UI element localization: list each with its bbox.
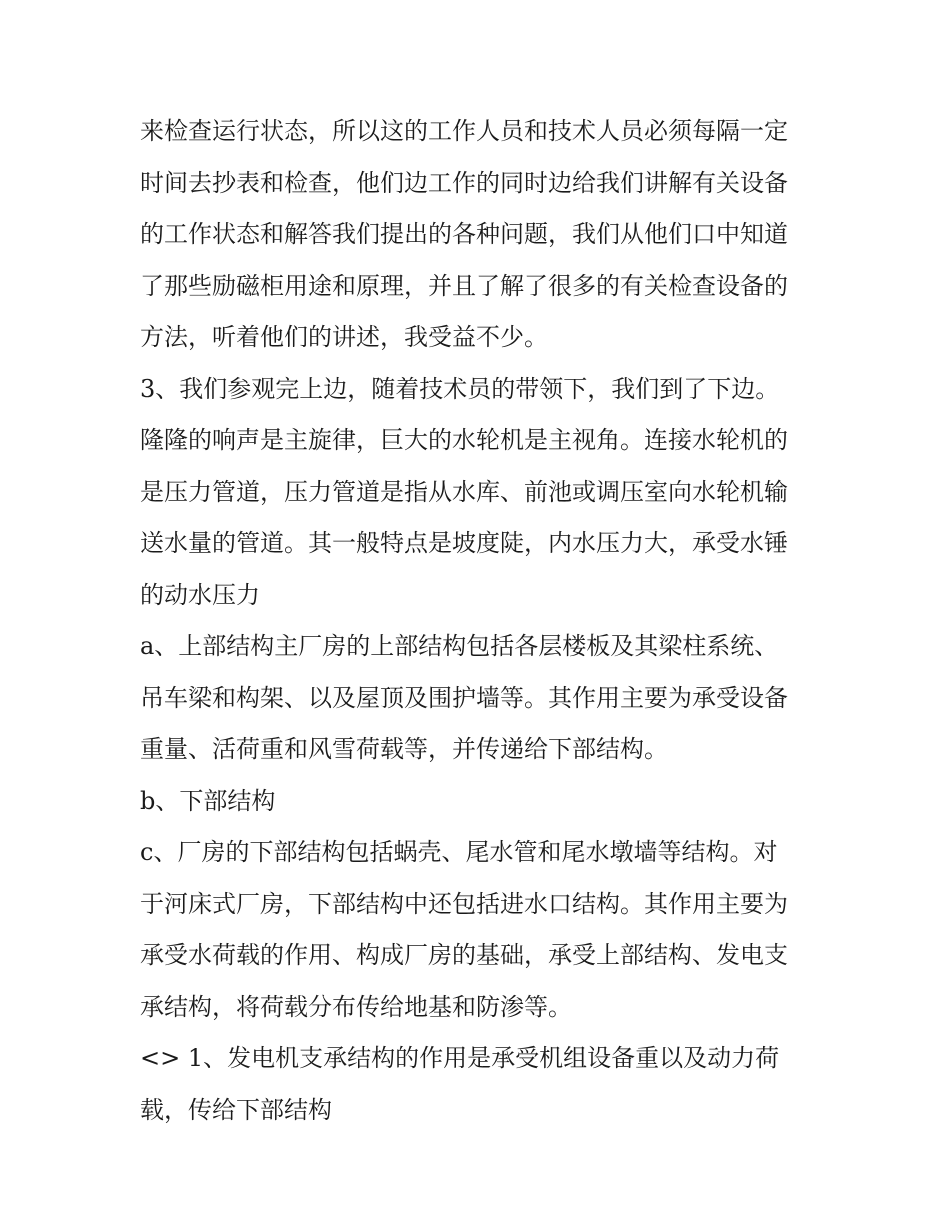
text-line: 3、我们参观完上边，随着技术员的带领下，我们到了下边。 [140, 374, 780, 403]
text-line: 送水量的管道。其一般特点是坡度陡，内水压力大，承受水锤 [140, 529, 788, 557]
text-line: 承结构，将荷载分布传给地基和防渗等。 [140, 992, 572, 1021]
text-line: 来检查运行状态，所以这的工作人员和技术人员必须每隔一定 [140, 117, 788, 145]
text-line: 隆隆的响声是主旋律，巨大的水轮机是主视角。连接水轮机的 [140, 426, 788, 454]
text-line: c、厂房的下部结构包括蜗壳、尾水管和尾水墩墙等结构。对 [140, 838, 778, 866]
text-line: 的动水压力 [140, 580, 260, 609]
text-line: b、下部结构 [140, 786, 276, 815]
text-line: 于河床式厂房，下部结构中还包括进水口结构。其作用主要为 [140, 889, 788, 918]
text-line: 的工作状态和解答我们提出的各种问题，我们从他们口中知道 [140, 220, 788, 248]
text-line: 重量、活荷重和风雪荷载等，并传递给下部结构。 [140, 735, 668, 763]
text-line: 是压力管道，压力管道是指从水库、前池或调压室向水轮机输 [140, 477, 788, 506]
text-line: 方法，听着他们的讲述，我受益不少。 [140, 323, 548, 351]
text-line: 承受水荷载的作用、构成厂房的基础，承受上部结构、发电支 [140, 941, 788, 969]
body-text [140, 106, 820, 1136]
text-line: a、上部结构主厂房的上部结构包括各层楼板及其梁柱系统、 [140, 632, 779, 660]
text-line: 吊车梁和构架、以及屋顶及围护墙等。其作用主要为承受设备 [140, 683, 788, 712]
text-line: <> 1、发电机支承结构的作用是承受机组设备重以及动力荷 [140, 1044, 780, 1072]
text-line: 载，传给下部结构 [140, 1095, 332, 1124]
text-line: 时间去抄表和检查，他们边工作的同时边给我们讲解有关设备 [140, 168, 788, 197]
text-line: 了那些励磁柜用途和原理，并且了解了很多的有关检查设备的 [140, 271, 788, 300]
